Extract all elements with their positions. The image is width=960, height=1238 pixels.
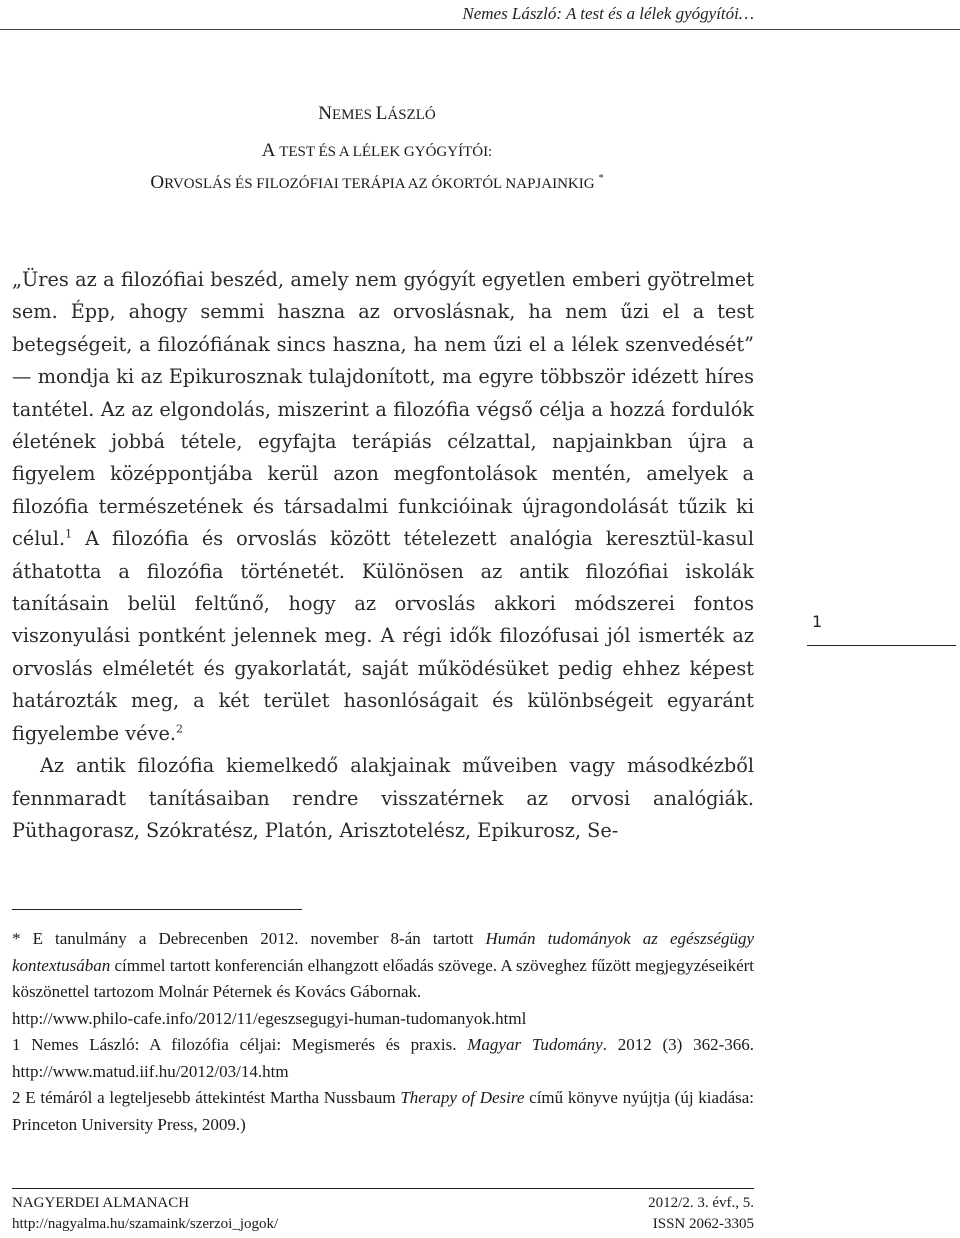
title-initial: A [261, 140, 280, 161]
author-initial: N [318, 103, 332, 124]
conference-title: Humán tudományok az egészségügy kontextusában [12, 929, 754, 975]
footer-issn: ISSN 2062-3305 [652, 1216, 754, 1232]
author-last-initial: L [375, 103, 388, 124]
header-rule [0, 29, 960, 30]
footer-url[interactable]: http://nagyalma.hu/szamaink/szerzoi_jogok/ [12, 1216, 279, 1232]
title-line-1 [0, 140, 754, 162]
subtitle-rest: RVOSLÁS ÉS FILOZÓFIAI TERÁPIA AZ ÓKORTÓL NAPJAINKIG [164, 176, 595, 192]
footer-journal: NAGYERDEI ALMANACH [12, 1195, 190, 1211]
footnote-ref-2[interactable]: 2 [176, 722, 183, 736]
footnote-1-part-b: . 2012 (3) 362-366. http://www.matud.iif.hu/2012/03/14.htm [12, 1035, 754, 1081]
running-head: Nemes László: A test és a lélek gyógyítói… [462, 4, 754, 23]
side-rule [807, 645, 956, 646]
paragraph-1 [12, 264, 754, 750]
footnote-star-part-b: címmel tartott konferencián elhangzott előadás szövege. A szöveghez fűzött megjegyzéseikért köszönettel tartozom Molnár Péternek és Kovács Gábornak. [12, 955, 754, 1001]
title-rest: TEST ÉS A LÉLEK GYÓGYÍTÓI: [279, 144, 493, 160]
side-page-number: 1 [812, 612, 823, 631]
footnote-1 [12, 1032, 754, 1085]
footnote-star-part-a: * E tanulmány a Debrecenben 2012. november 8-án tartott [12, 929, 486, 948]
book-title: Therapy of Desire [400, 1088, 525, 1107]
author-last-name-rest: ÁSZLÓ [387, 107, 436, 123]
footer-issue: 2012/2. 3. évf., 5. [648, 1195, 754, 1211]
paragraph-1-part-b: A filozófia és orvoslás között tételezett analógia keresztül-kasul áthatotta a filozófia történetét. Különösen az antik filozófiai iskolák tanításain belül feltűnő, hogy az orvoslás akkori módszerei fontos viszonyulási pontként jelennek meg. A régi idők filozófusai jól ismerték az orvoslás elméletét és gyakorlatát, saját működésüket pedig ehhez képest határozták meg, a két terület hasonlóságait és különbségeit egyaránt figyelembe véve. [12, 527, 754, 745]
footnote-star-url[interactable]: http://www.philo-cafe.info/2012/11/egeszsegugyi-human-tudomanyok.html [12, 1008, 527, 1028]
footnotes [12, 926, 754, 1138]
footnote-rule [12, 909, 302, 910]
footnote-2 [12, 1085, 754, 1138]
title-line-2 [0, 172, 754, 194]
footer-rule [12, 1188, 754, 1189]
footnote-2-part-a: 2 E témáról a legteljesebb áttekintést Martha Nussbaum [12, 1088, 401, 1107]
journal-title: Magyar Tudomány [467, 1035, 603, 1054]
paragraph-2: Az antik filozófia kiemelkedő alakjainak műveiben vagy másodkézből fennmaradt tanításaiban rendre visszatérnek az orvosi analógiák. Püthagorasz, Szókratész, Platón, Arisztotelész, Epikurosz, Se- [12, 754, 754, 842]
body-text [12, 264, 754, 847]
footnote-1-part-a: 1 Nemes László: A filozófia céljai: Megismerés és praxis. [12, 1035, 468, 1054]
author-name [0, 103, 754, 125]
paragraph-1-part-a: „Üres az a filozófiai beszéd, amely nem gyógyít egyetlen emberi gyötrelmet sem. Épp, ahogy semmi haszna az orvoslásnak, ha nem űzi el a test betegségeit, a filozófiának sincs haszna, ha nem űzi el a lélek szenvedését” — mondja ki az Epikurosznak tulajdonított, ma egyre többször idézett híres tantétel. Az az elgondolás, miszerint a filozófia végső célja a hozzá fordulók életének jobbá tétele, egyfajta terápiás célzattal, napjainkban újra a figyelem középpontjába kerül azon megfontolások mentén, amelyek a filozófia természetének és társadalmi funkcióinak újragondolását tűzik ki célul. [12, 268, 754, 551]
footnote-2-part-b: című könyve nyújtja (új kiadása: Princeton University Press, 2009.) [12, 1088, 755, 1134]
footnote-star [12, 926, 754, 1006]
footnote-ref-1[interactable]: 1 [65, 527, 73, 541]
title-footnote-mark: * [598, 172, 604, 184]
author-first-name-rest: EMES [332, 107, 376, 123]
subtitle-initial: O [150, 172, 165, 193]
